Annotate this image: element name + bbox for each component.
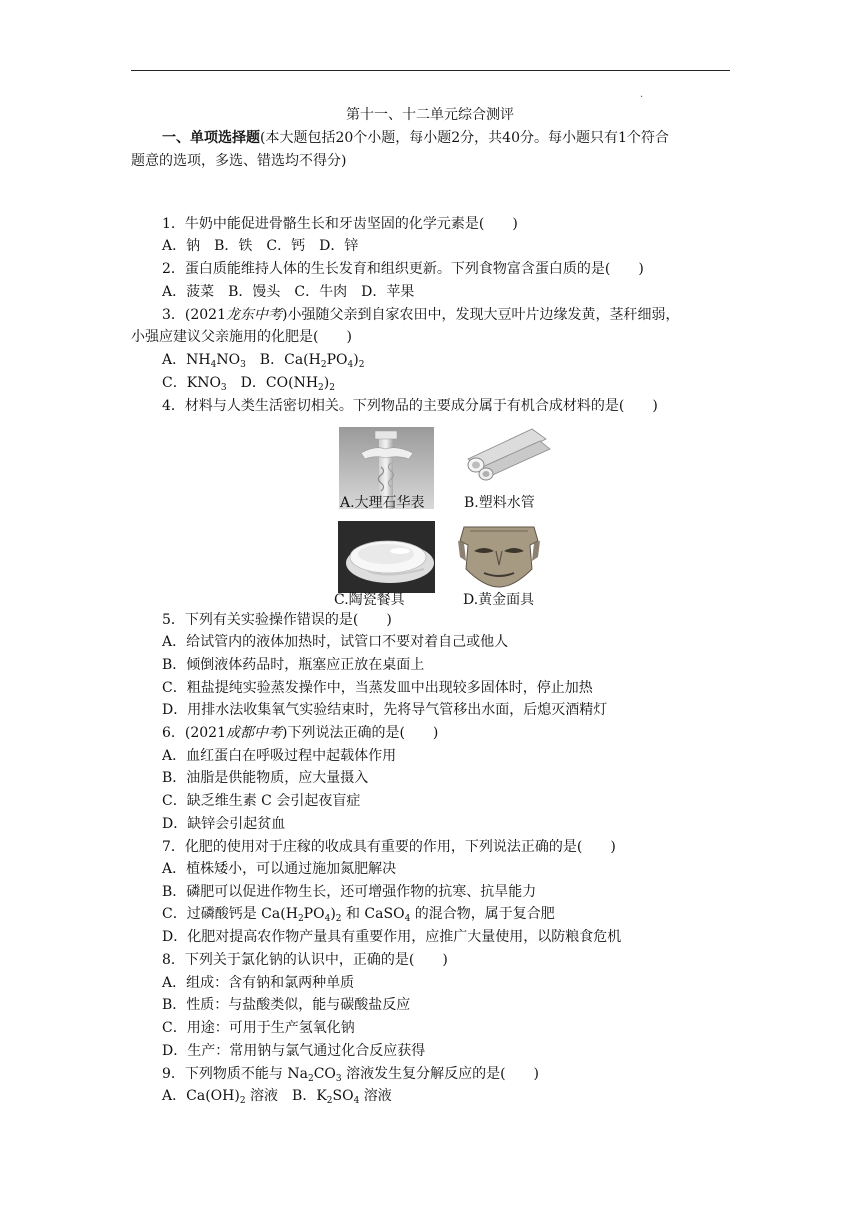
header-rule [131, 70, 730, 71]
q9-stem-prefix: 9．下列物质不能与 [162, 1066, 288, 1082]
section-desc-line2: 题意的选项，多选、错选均不得分) [131, 153, 347, 169]
q9-a-label: A． [162, 1088, 187, 1104]
q3-stem-line1 [162, 305, 679, 325]
figure-caption-c: C.陶瓷餐具 [334, 592, 405, 608]
q6-option-d: D．缺锌会引起贫血 [162, 816, 286, 832]
q8-option-b: B．性质：与盐酸类似，能与碳酸盐反应 [162, 997, 411, 1013]
q7-stem: 7．化肥的使用对于庄稼的收成具有重要的作用，下列说法正确的是( ) [162, 839, 616, 855]
figure-plastic-pipes [462, 425, 552, 485]
q1-stem: 1．牛奶中能促进骨骼生长和牙齿坚固的化学元素是( ) [162, 216, 518, 232]
q8-option-c: C．用途：可用于生产氢氧化钠 [162, 1020, 355, 1036]
q8-option-a: A．组成：含有钠和氯两种单质 [162, 975, 355, 991]
q3-stem-text: )小强随父亲到自家农田中，发现大豆叶片边缘发黄，茎秆细弱， [282, 307, 680, 323]
figure-caption-a: A.大理石华表 [340, 495, 425, 511]
q9-stem-rest: 溶液发生复分解反应的是( ) [341, 1066, 540, 1082]
q5-option-c: C．粗盐提纯实验蒸发操作中，当蒸发皿中出现较多固体时，停止加热 [162, 680, 593, 696]
q9-a-suffix: 溶液 [245, 1088, 293, 1104]
q5-option-d: D．用排水法收集氧气实验结束时，先将导气管移出水面，后熄灭酒精灯 [162, 702, 608, 718]
q3-opt-a-label: A． [162, 352, 187, 368]
q9-a-formula: $Ca(OH)_2$ [186, 1088, 246, 1106]
q3-opt-a: $NH_4NO_3$ [186, 352, 246, 370]
q7-option-a: A．植株矮小，可以通过施加氮肥解决 [162, 861, 397, 877]
q2-options: A．菠菜 B．馒头 C．牛肉 D．苹果 [162, 284, 415, 300]
q8-option-d: D．生产：常用钠与氯气通过化合反应获得 [162, 1043, 426, 1059]
q9-stem-formula: $Na_2CO_3$ [287, 1066, 342, 1084]
q9-options [162, 1086, 392, 1106]
q3-opt-d: $CO(NH_2)_2$ [265, 375, 335, 393]
q3-opt-c-label: C． [162, 375, 187, 391]
q1-options: A．钠 B．铁 C．钙 D．锌 [162, 238, 359, 254]
q7-c-formula-2: CaSO$_4$ [364, 906, 411, 924]
q3-stem-line2: 小强应建议父亲施用的化肥是( ) [131, 329, 352, 345]
q9-stem [162, 1064, 539, 1084]
figure-caption-d: D.黄金面具 [463, 592, 535, 608]
q6-year: 6．(2021 [162, 725, 226, 741]
q2-stem: 2．蛋白质能维持人体的生长发育和组织更新。下列食物富含蛋白质的是( ) [162, 261, 644, 277]
section-desc: (本大题包括20个小题，每小题2分，共40分。每小题只有1个符合 [260, 130, 669, 146]
figure-ceramic-tableware [338, 521, 435, 597]
page-title: 第十一、十二单元综合测评 [346, 107, 514, 123]
q7-option-b: B．磷肥可以促进作物生长，还可增强作物的抗寒、抗旱能力 [162, 884, 537, 900]
q6-option-c: C．缺乏维生素 C 会引起夜盲症 [162, 793, 361, 809]
q4-stem: 4．材料与人类生活密切相关。下列物品的主要成分属于有机合成材料的是( ) [162, 398, 658, 414]
q6-option-a: A．血红蛋白在呼吸过程中起载体作用 [162, 748, 397, 764]
q9-b-formula: $K_2SO_4$ [316, 1088, 360, 1106]
q7-option-c [162, 904, 555, 924]
q3-options-ab [162, 350, 364, 370]
q5-stem: 5．下列有关实验操作错误的是( ) [162, 612, 392, 628]
q3-opt-b-label: B． [259, 352, 285, 368]
q7-c-prefix: C．过磷酸钙是 [162, 906, 262, 922]
q8-stem: 8．下列关于氯化钠的认识中，正确的是( ) [162, 952, 448, 968]
section-heading: 一、单项选择题 [162, 130, 260, 146]
q3-source: 龙东中考 [226, 307, 282, 323]
q7-c-suffix: 的混合物，属于复合肥 [410, 906, 555, 922]
q5-option-b: B．倾倒液体药品时，瓶塞应正放在桌面上 [162, 657, 425, 673]
figure-caption-b: B.塑料水管 [464, 495, 535, 511]
q6-option-b: B．油脂是供能物质，应大量摄入 [162, 770, 369, 786]
q7-c-mid: 和 [341, 906, 365, 922]
q3-year: 3．(2021 [162, 307, 226, 323]
q9-b-label: B． [292, 1088, 317, 1104]
q6-stem-text: )下列说法正确的是( ) [282, 725, 439, 741]
q6-stem [162, 723, 438, 743]
q6-source: 成都中考 [226, 725, 282, 741]
q3-opt-d-label: D． [240, 375, 266, 391]
q5-option-a: A．给试管内的液体加热时，试管口不要对着自己或他人 [162, 634, 509, 650]
section-heading-line [162, 128, 669, 148]
q3-opt-c: $KNO_3$ [186, 375, 227, 393]
q7-option-d: D．化肥对提高农作物产量具有重要作用，应推广大量使用，以防粮食危机 [162, 929, 622, 945]
q3-opt-b: $Ca(H_2PO_4)_2$ [284, 352, 365, 370]
q3-options-cd [162, 373, 335, 393]
q9-b-suffix: 溶液 [359, 1088, 392, 1104]
q7-c-formula-1: $Ca(H_2PO_4)_2$ [261, 906, 342, 924]
header-dot: · [640, 92, 644, 103]
figure-gold-mask [454, 521, 544, 595]
